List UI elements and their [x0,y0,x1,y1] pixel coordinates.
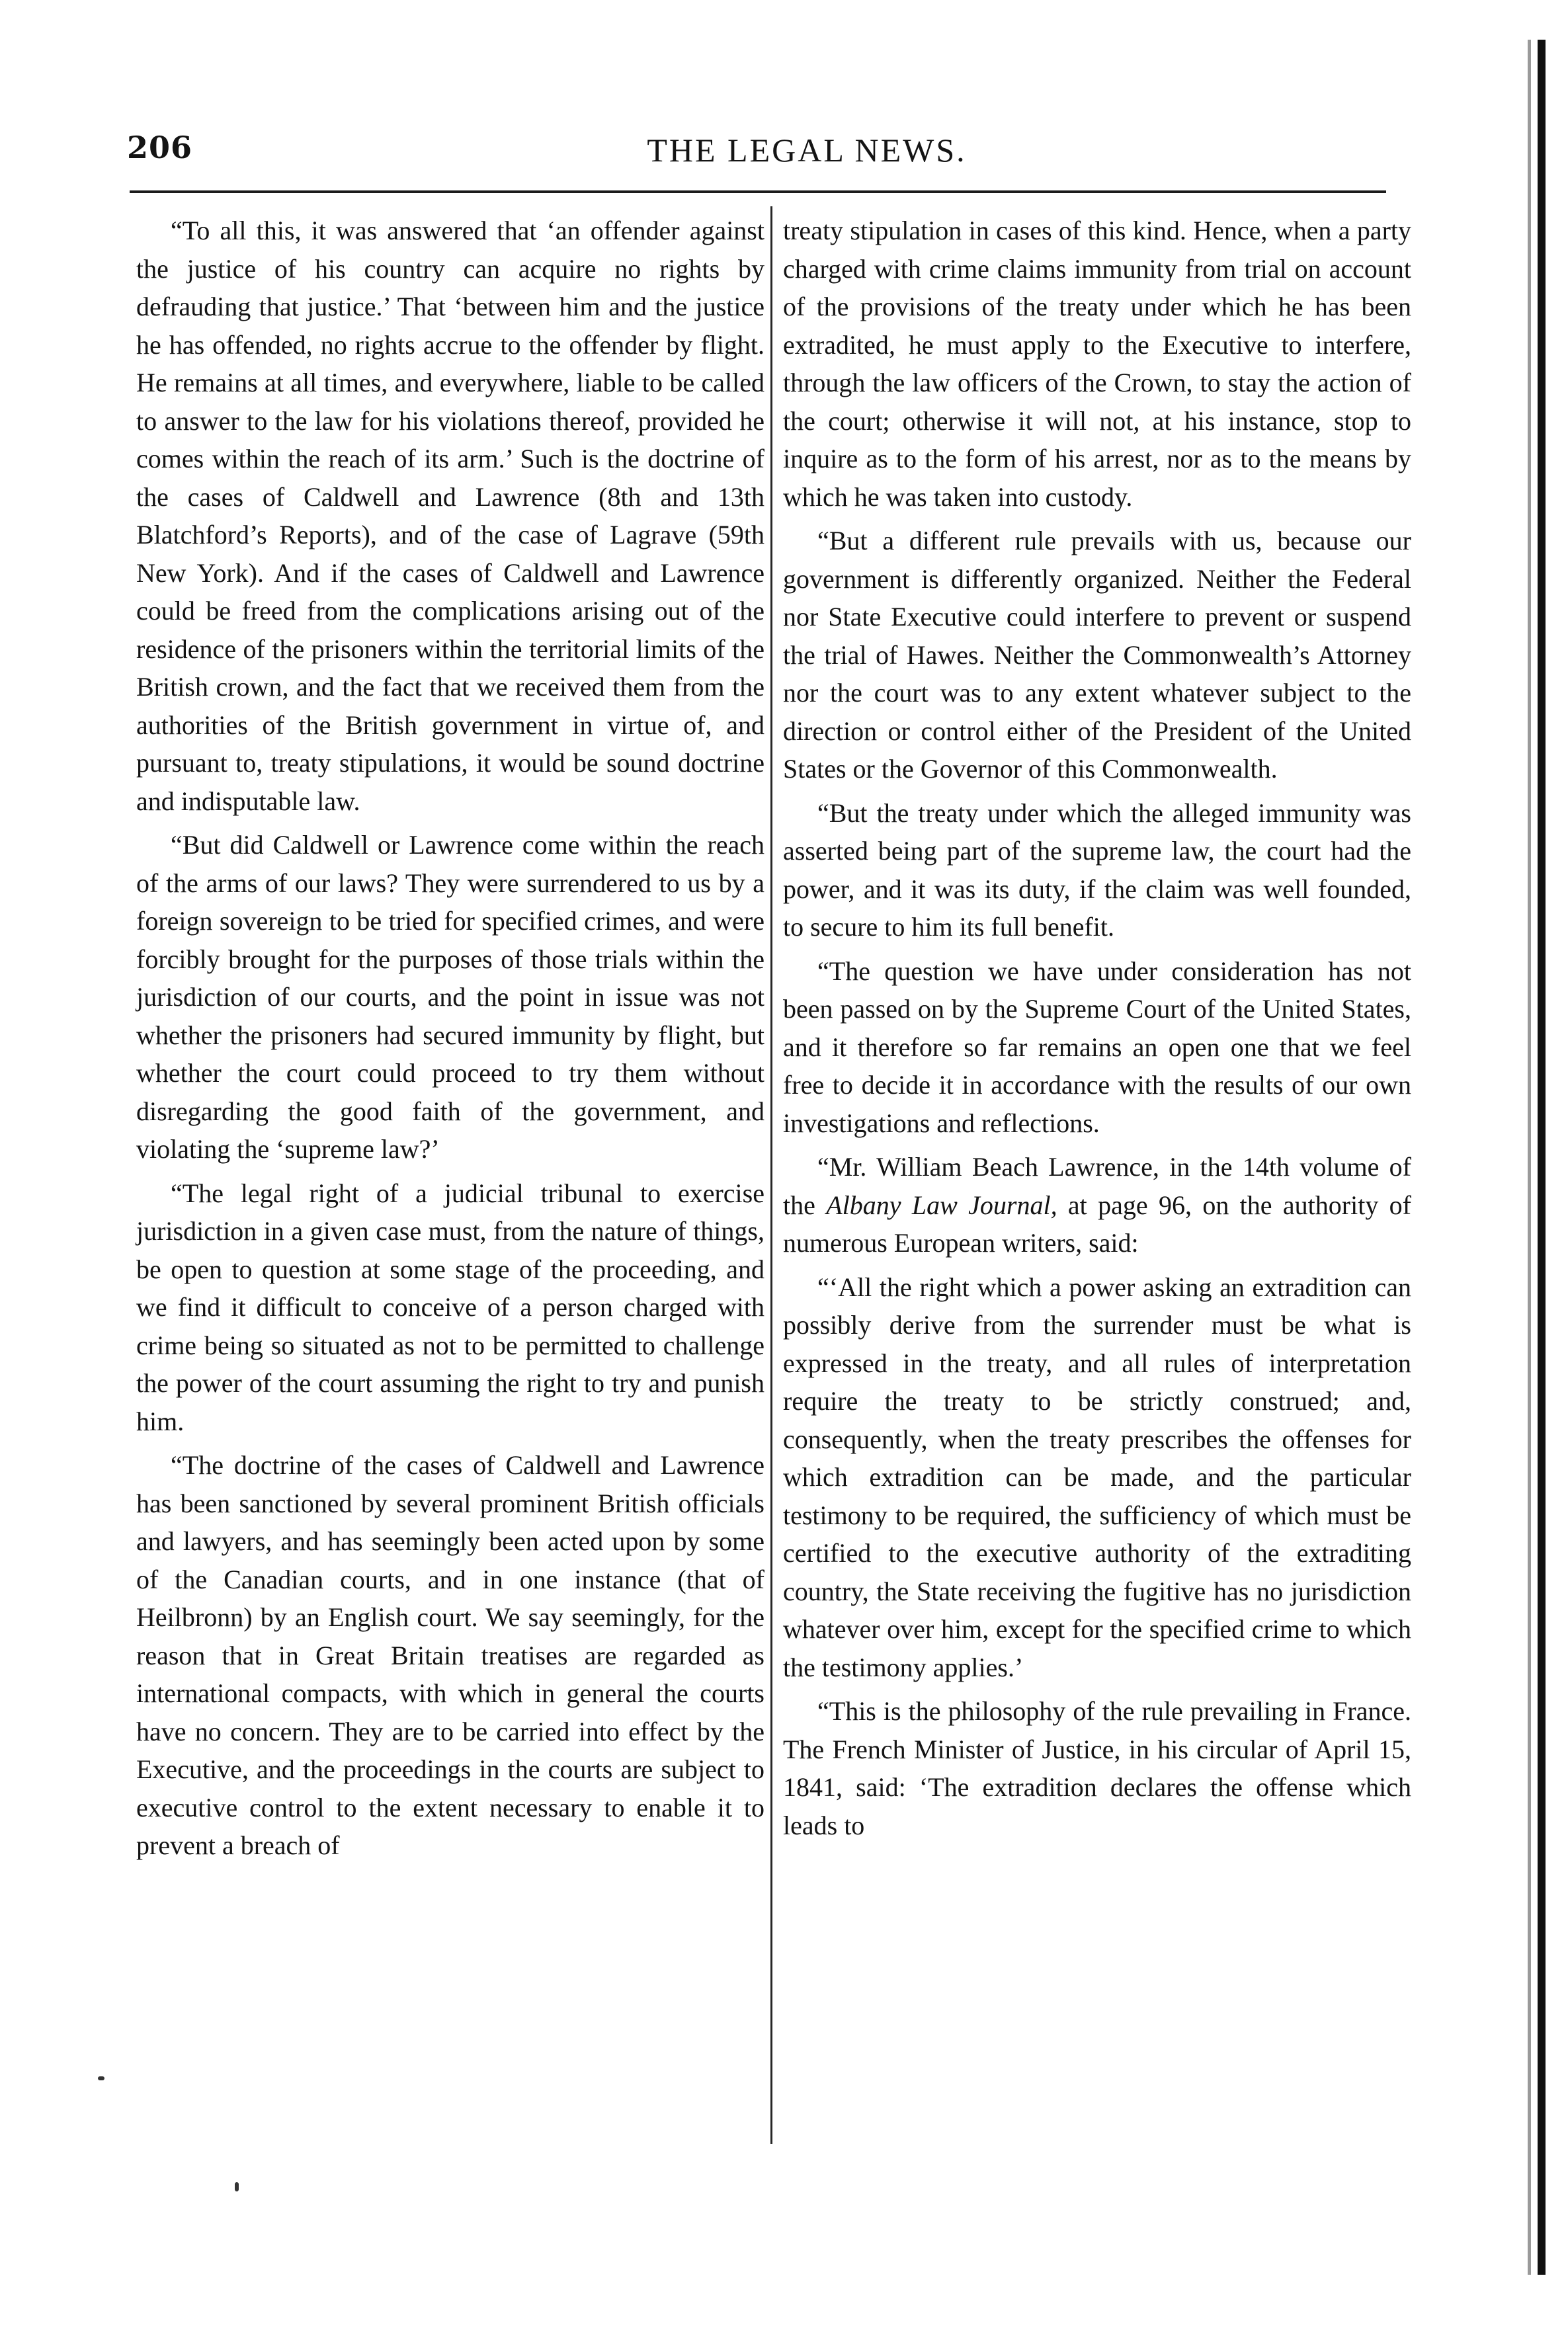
paragraph: “The doctrine of the cases of Caldwell and Lawrence has been sanctioned by several prominent British officials and lawyers, and has seemingly been acted upon by some of the Canadian courts, and in one instance (that of Heilbronn) by an English court. We say seemingly, for the reason that in Great Britain treatises are regarded as international compacts, with which in general the courts have no concern. They are to be carried into effect by the Executive, and the proceedings in the courts are subject to executive control to the extent necessary to enable it to prevent a breach of [136,1450,764,1860]
ink-speck [98,2076,104,2080]
page-binding-edge [1538,40,1546,2275]
paragraph [783,1692,1411,1844]
header-rule [130,190,1386,193]
paragraph [783,1268,1411,1687]
paragraph [783,522,1411,788]
text-segment: at page 96, on the authority of numerous European writers, said: [783,1190,1411,1258]
paragraph: “To all this, it was answered that ‘an offender against the justice of his country can acquire no rights by defrauding that justice.’ That ‘between him and the justice he has offended, no rights accrue to the offender by flight. He remains at all times, and everywhere, liable to be called to answer to the law for his violations thereof, provided he comes within the reach of its arm.’ Such is the doctrine of the cases of Caldwell and Lawrence (8th and 13th Blatchford’s Reports), and of the case of Lagrave (59th New York). And if the cases of Caldwell and Lawrence could be freed from the complications arising out of the residence of the prisoners within the territorial limits of the British crown, and the fact that we received them from the authorities of the British government in virtue of, and pursuant to, treaty stipulations, it would be sound doctrine and indisputable law. [136,216,764,816]
paragraph [783,794,1411,946]
paragraph [783,212,1411,516]
right-column [783,212,1411,1850]
left-column [136,212,764,1871]
paragraph [783,1148,1411,1262]
page-number: 206 [127,130,193,165]
text-segment: “But the treaty under which the alleged immunity was asserted being part of the supreme law, the court had the power, and it was its duty, if the claim was well founded, to secure to him its full benefit. [783,797,1411,942]
binding-shadow [1528,40,1531,2275]
column-divider [770,206,772,2144]
text-segment: “The question we have under consideration has not been passed on by the Supreme Court of the United States, and it therefore so far remains an open one that we feel free to decide it in accordance with the results of our own investigations and reflections. [783,956,1411,1138]
paragraph: “But did Caldwell or Lawrence come within the reach of the arms of our laws? They were surrendered to us by a foreign sovereign to be tried for specified crimes, and were forcibly brought for the purposes of those trials within the jurisdiction of our courts, and the point in issue was not whether the prisoners had secured immunity by flight, but whether the court could proceed to try them without disregarding the good faith of the government, and violating the ‘supreme law?’ [136,830,764,1164]
running-title: THE LEGAL NEWS. [647,132,967,169]
text-segment: “‘All the right which a power asking an extradition can possibly derive from the surrender must be what is expressed in the treaty, and all rules of interpretation require the treaty to be strictly construed; and, consequently, when the treaty prescribes the offenses for which extradition can be made, and the particular testimony to be required, the sufficiency of which must be certified to the executive authority of the extraditing country, the State receiving the fugitive has no jurisdiction whatever over him, except for the specified crime to which the testimony applies.’ [783,1272,1411,1682]
text-segment: treaty stipulation in cases of this kind. Hence, when a party charged with crime claims immunity from trial on account of the provisions of the treaty under which he has been extradited, he must apply to the Executive to interfere, through the law officers of the Crown, to stay the action of the court; otherwise it will not, at his instance, stop to inquire as to the form of his arrest, nor as to the means by which he was taken into custody. [783,216,1411,512]
paragraph [783,952,1411,1143]
ink-speck [235,2182,239,2191]
text-segment: “Mr. William Beach Lawrence, in the 14th volume of the [783,1152,1411,1220]
italic-citation: Albany Law Journal, [826,1190,1057,1220]
paragraph: “The legal right of a judicial tribunal to exercise jurisdiction in a given case must, from the nature of things, be open to question at some stage of the proceeding, and we find it difficult to conceive of a person charged with crime being so situated as not to be permitted to challenge the power of the court assuming the right to try and punish him. [136,1178,764,1436]
text-segment: “This is the philosophy of the rule prevailing in France. The French Minister of Justice, in his circular of April 15, 1841, said: ‘The extradition declares the offense which leads to [783,1696,1411,1840]
text-segment: “But a different rule prevails with us, because our government is differently organized. Neither the Federal nor State Executive could interfere to prevent or suspend the trial of Hawes. Neither the Commonwealth’s Attorney nor the court was to any extent whatever subject to the direction or control either of the President of the United States or the Governor of this Commonwealth. [783,526,1411,784]
